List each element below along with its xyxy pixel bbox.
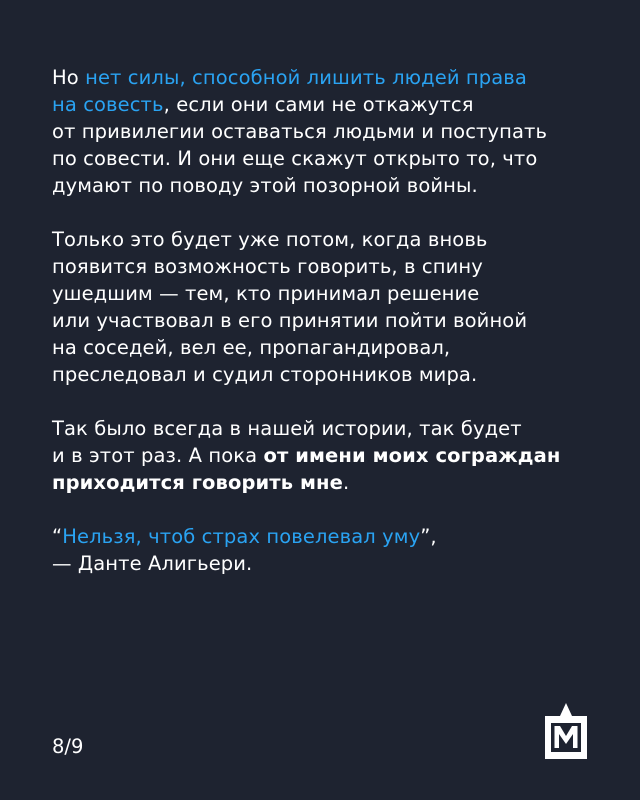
text-segment: по совести. И они еще скажут открыто то, что (52, 147, 538, 170)
text-segment: , если они сами не откажутся (163, 93, 474, 116)
text-line (52, 226, 612, 253)
mediazona-m-logo-icon (545, 703, 587, 759)
text-segment: ушедшим — тем, кто принимал решение (52, 282, 480, 305)
text-segment: или участвовал в его принятии пойти войной (52, 309, 528, 332)
text-line (52, 145, 612, 172)
text-segment: “ (52, 525, 63, 548)
text-segment: на соседей, вел ее, пропагандировал, (52, 336, 451, 359)
text-line (52, 64, 612, 91)
page-number: 8/9 (52, 735, 84, 758)
text-line (52, 91, 612, 118)
article-text (52, 64, 612, 604)
text-segment: ”, (420, 525, 437, 548)
paragraph (52, 523, 612, 577)
paragraph (52, 64, 612, 199)
text-line (52, 469, 612, 496)
text-segment: появится возможность говорить, в спину (52, 255, 483, 278)
text-line (52, 118, 612, 145)
text-line (52, 172, 612, 199)
paragraph (52, 226, 612, 388)
text-line (52, 415, 612, 442)
highlighted-text: нет силы, способной лишить людей права (85, 66, 527, 89)
text-segment: думают по поводу этой позорной войны. (52, 174, 478, 197)
paragraph (52, 415, 612, 496)
text-segment: преследовал и судил сторонников мира. (52, 363, 478, 386)
text-line (52, 523, 612, 550)
text-line (52, 442, 612, 469)
bold-text: от имени моих сограждан (263, 444, 561, 467)
text-line (52, 280, 612, 307)
text-segment: Так было всегда в нашей истории, так будет (52, 417, 522, 440)
text-segment: Только это будет уже потом, когда вновь (52, 228, 488, 251)
text-line (52, 361, 612, 388)
text-segment: . (342, 471, 350, 494)
text-line (52, 253, 612, 280)
text-segment: Но (52, 66, 86, 89)
text-line (52, 307, 612, 334)
text-segment: — Данте Алигьери. (52, 552, 253, 575)
text-segment: и в этот раз. А пока (52, 444, 264, 467)
text-line (52, 334, 612, 361)
highlighted-text: Нельзя, чтоб страх повелевал уму (62, 525, 421, 548)
text-segment: от привилегии оставаться людьми и поступать (52, 120, 548, 143)
text-line (52, 550, 612, 577)
highlighted-text: на совесть (52, 93, 164, 116)
bold-text: приходится говорить мне (52, 471, 343, 494)
